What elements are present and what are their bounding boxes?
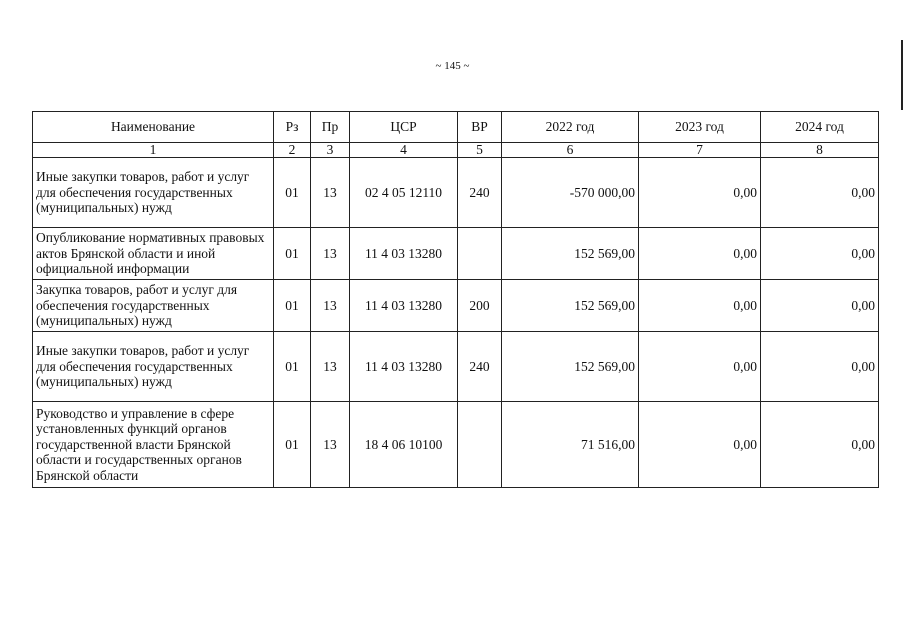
row-vr-cell: 200 [458,280,502,332]
row-2023-cell: 0,00 [639,280,761,332]
row-name-cell: Руководство и управление в сфере установленных функций органов государственной власти Брянской области и государственных органов Брянской области [33,402,274,488]
column-number: 7 [639,143,761,158]
header-cell-vr: ВР [458,112,502,143]
row-2024-cell: 0,00 [761,280,879,332]
header-cell-2022: 2022 год [502,112,639,143]
row-name-cell: Закупка товаров, работ и услуг для обеспечения государственных (муниципальных) нужд [33,280,274,332]
row-2023-cell: 0,00 [639,228,761,280]
row-2024-cell: 0,00 [761,332,879,402]
table-row [33,402,879,488]
row-csr-cell: 11 4 03 13280 [350,280,458,332]
binding-edge-mark [901,40,903,110]
header-cell-rz: Рз [274,112,311,143]
column-number: 6 [502,143,639,158]
row-pr-cell: 13 [311,402,350,488]
row-name-cell: Иные закупки товаров, работ и услуг для обеспечения государственных (муниципальных) нужд [33,332,274,402]
row-pr-cell: 13 [311,332,350,402]
row-2023-cell: 0,00 [639,332,761,402]
column-number: 3 [311,143,350,158]
row-2023-cell: 0,00 [639,158,761,228]
row-name-cell: Иные закупки товаров, работ и услуг для обеспечения государственных (муниципальных) нужд [33,158,274,228]
row-2024-cell: 0,00 [761,158,879,228]
row-pr-cell: 13 [311,158,350,228]
column-number: 5 [458,143,502,158]
row-name-cell: Опубликование нормативных правовых актов Брянской области и иной официальной информации [33,228,274,280]
header-cell-pr: Пр [311,112,350,143]
row-vr-cell: 240 [458,332,502,402]
row-2022-cell: 152 569,00 [502,280,639,332]
row-rz-cell: 01 [274,332,311,402]
row-csr-cell: 02 4 05 12110 [350,158,458,228]
row-2022-cell: 71 516,00 [502,402,639,488]
row-vr-cell [458,402,502,488]
table-row [33,280,879,332]
row-rz-cell: 01 [274,280,311,332]
row-2022-cell: 152 569,00 [502,332,639,402]
row-csr-cell: 11 4 03 13280 [350,332,458,402]
row-2024-cell: 0,00 [761,228,879,280]
row-2024-cell: 0,00 [761,402,879,488]
row-rz-cell: 01 [274,158,311,228]
header-row [33,112,879,143]
row-pr-cell: 13 [311,280,350,332]
row-vr-cell [458,228,502,280]
column-number: 2 [274,143,311,158]
row-2022-cell: -570 000,00 [502,158,639,228]
header-cell-name: Наименование [33,112,274,143]
header-cell-csr: ЦСР [350,112,458,143]
column-number: 8 [761,143,879,158]
column-number: 4 [350,143,458,158]
column-number-row [33,143,879,158]
row-vr-cell: 240 [458,158,502,228]
row-rz-cell: 01 [274,228,311,280]
row-2022-cell: 152 569,00 [502,228,639,280]
row-csr-cell: 11 4 03 13280 [350,228,458,280]
row-pr-cell: 13 [311,228,350,280]
table-row [33,158,879,228]
row-csr-cell: 18 4 06 10100 [350,402,458,488]
row-rz-cell: 01 [274,402,311,488]
table-row [33,332,879,402]
row-2023-cell: 0,00 [639,402,761,488]
table-row [33,228,879,280]
budget-table [32,111,879,488]
column-number: 1 [33,143,274,158]
header-cell-2024: 2024 год [761,112,879,143]
page-number: ~ 145 ~ [435,60,470,72]
header-cell-2023: 2023 год [639,112,761,143]
